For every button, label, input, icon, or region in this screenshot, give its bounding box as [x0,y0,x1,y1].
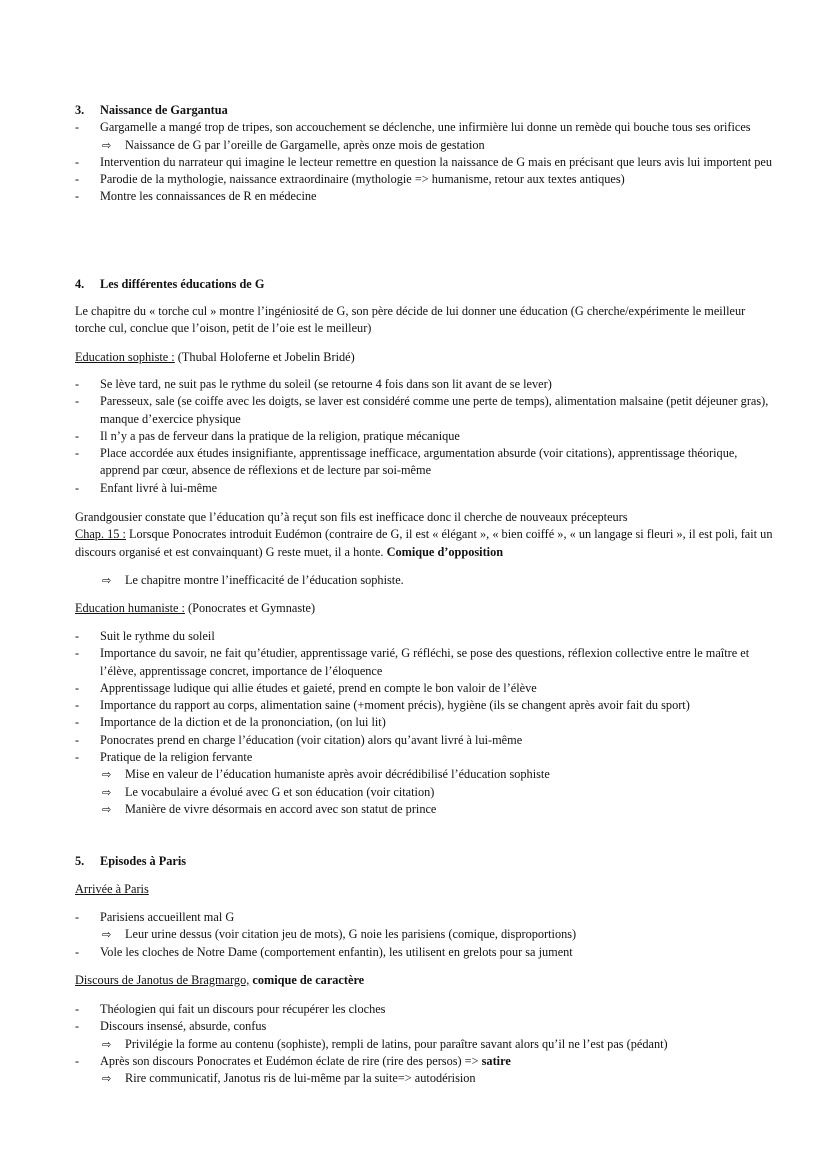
subheading-text: (Thubal Holoferne et Jobelin Bridé) [174,350,355,364]
dash-bullet: - [75,944,80,959]
dash-bullet: - [75,1019,80,1034]
list-item-text: Ponocrates prend en charge l’éducation (voir citation) alors qu’avant livré à lui-même [100,732,523,747]
list-item [75,1001,775,1018]
arrow-icon: ⇨ [102,574,112,587]
dash-bullet: - [75,428,80,443]
dash-bullet: - [75,446,80,461]
list-item [75,680,775,697]
arrivee-subheading-block [75,881,775,898]
dash-bullet: - [75,480,80,495]
list-item-text: Il n’y a pas de ferveur dans la pratique de la religion, pratique mécanique [100,428,460,443]
list-item [75,154,775,171]
dash-bullet: - [75,646,80,661]
arrow-list [75,137,775,154]
list-item [75,1053,775,1070]
arrow-item [75,801,775,818]
arrow-icon: ⇨ [102,1037,112,1051]
list-item-text: Vole les cloches de Notre Dame (comportement enfantin), les utilisent en grelots pour sa jument [100,944,573,959]
arrow-list [75,926,775,943]
arrow-item-text: Le vocabulaire a évolué avec G et son éducation (voir citation) [125,784,435,799]
dash-bullet: - [75,732,80,747]
section-number: 5. [75,854,85,868]
arrow-item [75,137,775,154]
arrow-item [75,926,775,943]
list-item-text: Parodie de la mythologie, naissance extraordinaire (mythologie => humanisme, retour aux textes antiques) [100,172,625,187]
list-item-text: Se lève tard, ne suit pas le rythme du soleil (se retourne 4 fois dans son lit avant de se lever) [100,377,552,391]
arrow-item [75,784,775,801]
arrow-item-text: Le chapitre montre l’inefficacité de l’éducation sophiste. [125,573,404,587]
list-item [75,119,775,136]
arrow-item-text: Privilégie la forme au contenu (sophiste), rempli de latins, pour paraître savant alors qu’il ne l’est pas (pédant) [125,1036,668,1051]
list-item-text: Suit le rythme du soleil [100,629,215,643]
list-item-text: Après son discours Ponocrates et Eudémon éclate de rire (rire des persos) => [100,1053,482,1068]
list-item [75,749,775,766]
intro-paragraph-block [75,303,775,338]
subheading-text: (Ponocrates et Gymnaste) [184,601,316,615]
list-item-text: Enfant livré à lui-même [100,480,218,495]
arrow-icon: ⇨ [102,928,112,942]
arrow-icon: ⇨ [102,1072,112,1086]
section-3-heading [75,102,775,119]
janotus-subheading [75,972,775,989]
section-number: 4. [75,277,85,291]
section-5-heading-block [75,853,775,870]
arrow-item [75,1036,775,1053]
arrow-item [75,766,775,783]
list-item-text: Pratique de la religion fervante [100,750,253,765]
arrow-list [75,1036,775,1053]
list-item [75,1018,775,1035]
section-title: Les différentes éducations de G [100,277,265,291]
intro-paragraph: Le chapitre du « torche cul » montre l’ingéniosité de G, son père décide de lui donner une éducation (G cherche/expérimente le meilleur torche cul, conclue que l’oison, petit de l’oie est le meilleur) [75,304,746,336]
dash-bullet: - [75,172,80,187]
section-3 [75,102,775,206]
arrow-icon: ⇨ [102,138,112,152]
list-item [75,171,775,188]
section-number: 3. [75,103,85,117]
list-item-text: Paresseux, sale (se coiffe avec les doigts, se laver est considéré comme une perte de temps), alimentation malsaine (petit déjeuner gras), manque d’exercice physique [100,394,769,426]
humaniste-list-block [75,628,775,818]
arrow-item-text: Mise en valeur de l’éducation humaniste après avoir décrédibilisé l’éducation sophiste [125,767,550,782]
grandgousier-paragraph: Grandgousier constate que l’éducation qu’à reçut son fils est inefficace donc il cherche de nouveaux précepteurs [75,510,628,524]
sophiste-list-block [75,376,775,497]
section-4-heading [75,276,775,293]
dash-bullet: - [75,910,80,924]
sophiste-subheading [75,349,775,366]
list-item-text: Apprentissage ludique qui allie études et gaieté, prend en compte le bon valoir de l’élève [100,680,537,695]
dash-bullet: - [75,1002,80,1016]
subheading-emphasis: comique de caractère [249,973,365,987]
list-item [75,732,775,749]
humaniste-subheading [75,600,775,617]
dash-bullet: - [75,750,80,765]
subheading-label: Education sophiste : [75,350,175,364]
arrow-item-text: Naissance de G par l’oreille de Gargamelle, après onze mois de gestation [125,137,485,152]
list-item-text: Importance du rapport au corps, alimentation saine (+moment précis), hygiène (ils se changent après avoir fait du sport) [100,698,690,713]
bullet-list [75,944,775,961]
list-item-emphasis: satire [481,1053,511,1068]
bullet-list [75,909,775,926]
dash-bullet: - [75,154,80,169]
arrow-list [75,766,775,818]
chapter-emphasis: Comique d’opposition [386,544,504,559]
subheading-label: Arrivée à Paris [75,882,149,896]
section-4-heading-block [75,276,775,293]
bullet-list [75,119,775,136]
arrow-item-text: Rire communicatif, Janotus ris de lui-même par la suite=> autodérision [125,1071,476,1086]
arrow-item [75,1070,775,1087]
janotus-subheading-block [75,972,775,989]
bullet-list [75,1001,775,1036]
list-item [75,480,775,497]
arrow-item [75,572,775,589]
chapter-text: Lorsque Ponocrates introduit Eudémon (contraire de G, il est « élégant », « bien coiffé », « un langage si fleuri », il est poli, fait un discours organisé et est convainquant) G reste muet, il a honte. [75,527,773,559]
arrow-icon: ⇨ [102,768,112,782]
grandgousier-block [75,509,775,561]
arrow-item-text: Manière de vivre désormais en accord avec son statut de prince [125,801,437,816]
list-item-text: Place accordée aux études insignifiante, apprentissage inefficace, argumentation absurde (voir citations), apprentissage théorique, apprend par cœur, absence de réflexions et de lecture par soi-même [100,446,738,478]
arrow-list [75,572,775,589]
list-item [75,393,775,428]
arrivee-list-block [75,909,775,961]
dash-bullet: - [75,680,80,695]
list-item [75,697,775,714]
dash-bullet: - [75,715,80,730]
dash-bullet: - [75,698,80,713]
bullet-list [75,376,775,497]
chap15-paragraph [75,526,775,561]
list-item-text: Théologien qui fait un discours pour récupérer les cloches [100,1002,386,1016]
chapter-label: Chap. 15 : [75,527,126,542]
list-item-text: Importance du savoir, ne fait qu’étudier, apprentissage varié, G réfléchi, se pose des questions, réflexion collective entre le maître et l’élève, apprentissage concret, importance de l’éloquence [100,646,750,678]
subheading-label: Discours de Janotus de Bragmargo, [75,973,250,987]
arrow-icon: ⇨ [102,802,112,816]
section-title: Episodes à Paris [100,854,187,868]
list-item [75,944,775,961]
list-item [75,909,775,926]
arrow-item-text: Leur urine dessus (voir citation jeu de mots), G noie les parisiens (comique, disproportions) [125,927,577,942]
list-item [75,714,775,731]
sophiste-conclusion-block [75,572,775,589]
bullet-list [75,1053,775,1070]
list-item-text: Parisiens accueillent mal G [100,910,235,924]
list-item [75,376,775,393]
dash-bullet: - [75,189,80,204]
list-item-text: Montre les connaissances de R en médecine [100,189,317,204]
dash-bullet: - [75,629,80,643]
subheading-label: Education humaniste : [75,601,185,615]
list-item-text: Discours insensé, absurde, confus [100,1019,267,1034]
section-title: Naissance de Gargantua [100,103,228,117]
arrow-list [75,1070,775,1087]
dash-bullet: - [75,120,80,135]
list-item [75,628,775,645]
list-item-text: Intervention du narrateur qui imagine le lecteur remettre en question la naissance de G mais en précisant que leurs avis lui importent peu [100,154,772,169]
dash-bullet: - [75,1053,80,1068]
list-item-text: Importance de la diction et de la prononciation, (on lui lit) [100,715,386,730]
dash-bullet: - [75,394,80,409]
list-item [75,188,775,205]
list-item-text: Gargamelle a mangé trop de tripes, son accouchement se déclenche, une infirmière lui donne un remède qui bouche tous ses orifices [100,120,751,135]
arrivee-subheading [75,881,775,898]
bullet-list [75,154,775,206]
sophiste-subheading-block [75,349,775,366]
arrow-icon: ⇨ [102,785,112,799]
humaniste-subheading-block [75,600,775,617]
bullet-list [75,628,775,766]
list-item [75,445,775,480]
list-item [75,428,775,445]
list-item [75,645,775,680]
janotus-list-block [75,1001,775,1087]
section-5-heading [75,853,775,870]
dash-bullet: - [75,377,80,391]
